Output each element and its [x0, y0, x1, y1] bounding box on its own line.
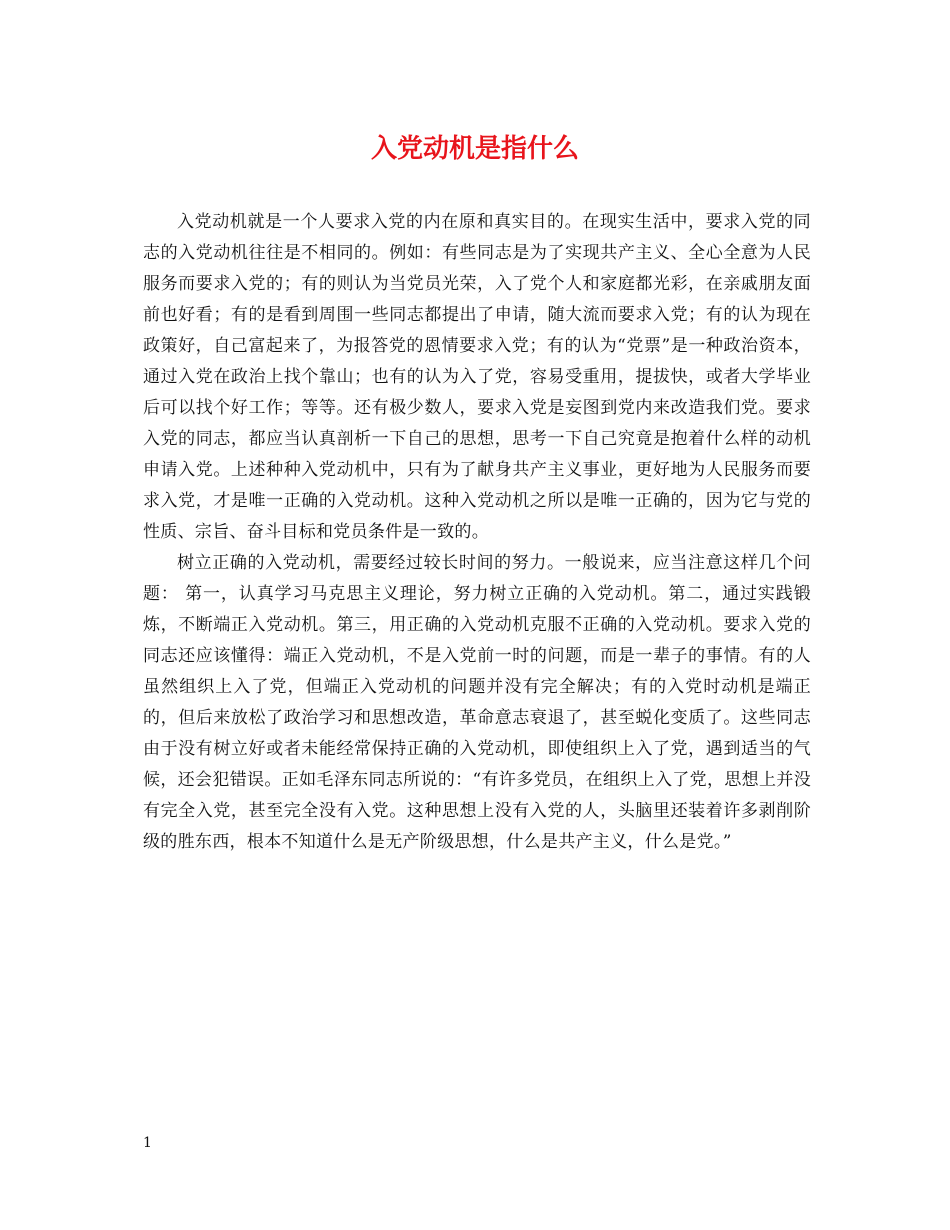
page-number: 1 — [143, 1135, 152, 1151]
paragraph-1: 入党动机就是一个人要求入党的内在原和真实目的。在现实生活中，要求入党的同志的入党动机往往是不相同的。例如：有些同志是为了实现共产主义、全心全意为人民服务而要求入党的；有的则认为当党员光荣，入了党个人和家庭都光彩，在亲戚朋友面前也好看；有的是看到周围一些同志都提出了申请，随大流而要求入党；有的认为现在政策好，自己富起来了，为报答党的恩情要求入党；有的认为“党票”是一种政治资本，通过入党在政治上找个靠山；也有的认为入了党，容易受重用，提拔快，或者大学毕业后可以找个好工作；等等。还有极少数人，要求入党是妄图到党内来改造我们党。要求入党的同志，都应当认真剖析一下自己的思想，思考一下自己究竟是抱着什么样的动机申请入党。上述种种入党动机中，只有为了献身共产主义事业，更好地为人民服务而要求入党，才是唯一正确的入党动机。这种入党动机之所以是唯一正确的，因为它与党的性质、宗旨、奋斗目标和党员条件是一致的。 — [143, 212, 811, 542]
document-body — [143, 207, 811, 858]
document-title: 入党动机是指什么 — [370, 134, 579, 164]
paragraph-2: 树立正确的入党动机，需要经过较长时间的努力。一般说来，应当注意这样几个问题： 第一，认真学习马克思主义理论，努力树立正确的入党动机。第二，通过实践锻炼，不断端正入党动机。第三，用正确的入党动机克服不正确的入党动机。要求入党的同志还应该懂得：端正入党动机，不是入党前一时的问题，而是一辈子的事情。有的人虽然组织上入了党，但端正入党动机的问题并没有完全解决；有的入党时动机是端正的，但后来放松了政治学习和思想改造，革命意志衰退了，甚至蜕化变质了。这些同志由于没有树立好或者未能经常保持正确的入党动机，即使组织上入了党，遇到适当的气候，还会犯错误。正如毛泽东同志所说的：“有许多党员，在组织上入了党，思想上并没有完全入党，甚至完全没有入党。这种思想上没有入党的人，头脑里还装着许多剥削阶级的胜东西，根本不知道什么是无产阶级思想，什么是共产主义，什么是党。” — [143, 553, 811, 852]
